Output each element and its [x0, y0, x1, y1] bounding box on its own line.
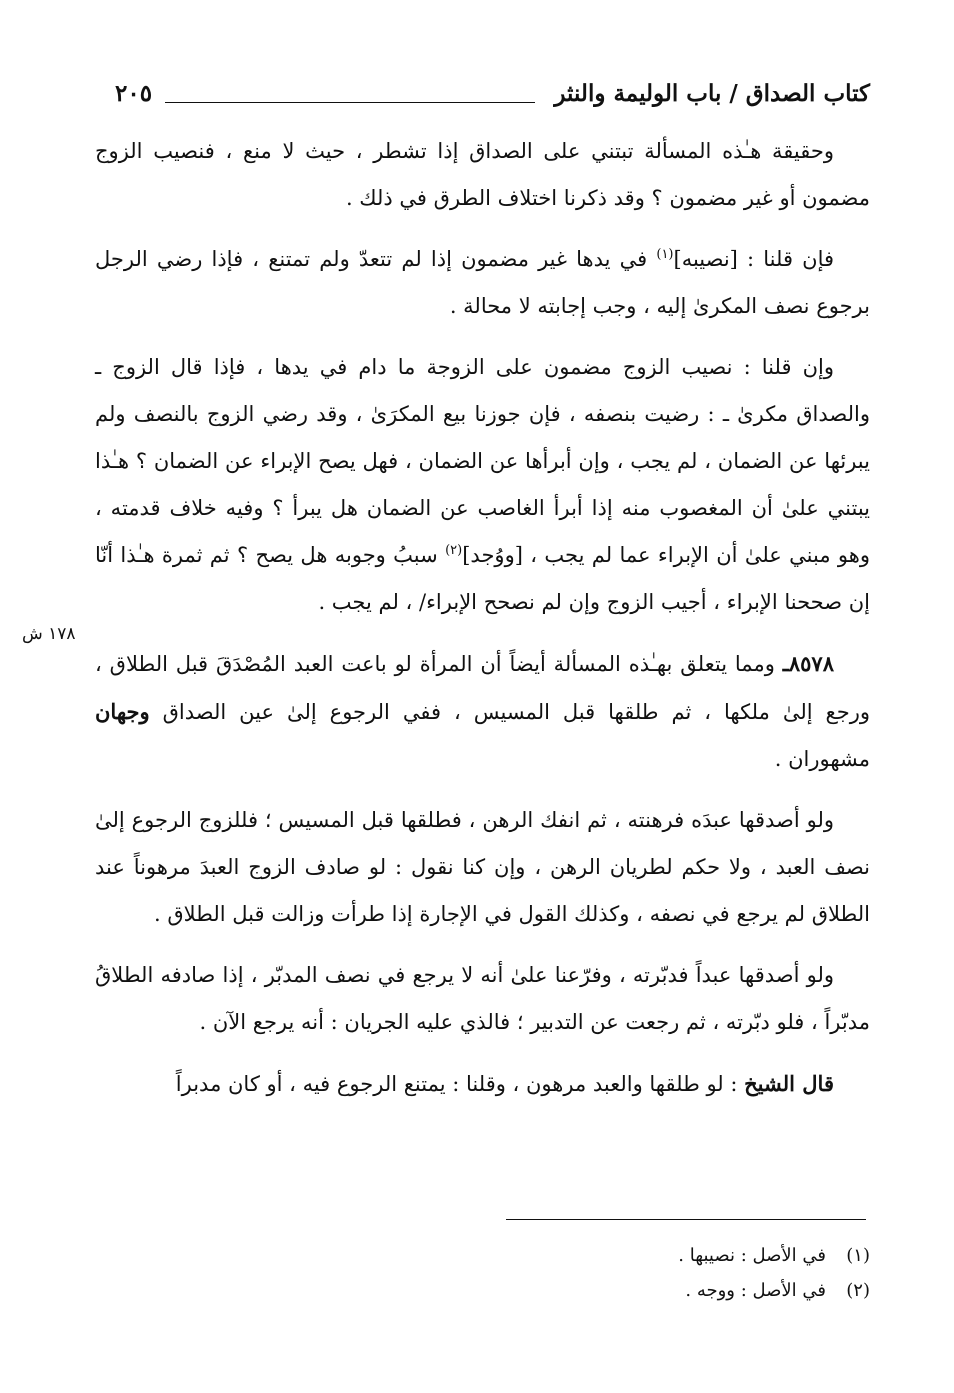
- paragraph-2-text-a: فإن قلنا : [نصيبه]: [673, 247, 835, 271]
- page-number: ٢٠٥: [115, 80, 153, 107]
- paragraph-4-bold: وجهان: [95, 699, 150, 724]
- footnotes: [370, 1238, 870, 1308]
- issue-number: ٨٥٧٨ـ: [782, 651, 834, 676]
- paragraph-7-bold: قال الشيخ: [744, 1071, 834, 1096]
- footnote-ref-2: (٢): [445, 543, 463, 558]
- footnote-2: [370, 1273, 870, 1308]
- paragraph-3: [95, 344, 870, 626]
- paragraph-1-text: وحقيقة هـٰذه المسألة تبتني على الصداق إذا تشطر ، حيث لا منع ، فنصيب الزوج مضمون أو غير مضمون ؟ وقد ذكرنا اختلاف الطرق في ذلك .: [95, 139, 870, 210]
- paragraph-7: [95, 1060, 870, 1108]
- paragraph-4-text-b: مشهوران .: [774, 747, 870, 771]
- paragraph-5-text: ولو أصدقها عبدَه فرهنته ، ثم انفك الرهن ، فطلقها قبل المسيس ؛ فللزوج الرجوع إلىٰ نصف العبد ، ولا حكم لطريان الرهن ، وإن كنا نقول : لو صادف الزوج العبدَ مرهوناً عند الطلاق لم يرجع في نصفه ، وكذلك القول في الإجارة إذا طرأت وزالت قبل الطلاق .: [95, 808, 870, 926]
- header-rule: [165, 102, 535, 103]
- footnote-ref-1: (١): [656, 247, 674, 262]
- paragraph-4-text-a: ومما يتعلق بهـٰذه المسألة أيضاً أن المرأة لو باعت العبد المُصْدَقَ قبل الطلاق ، ورجع إلىٰ ملكها ، ثم طلقها قبل المسيس ، ففي الرجوع إلىٰ عين الصداق: [95, 652, 870, 724]
- footnote-1-number: (١): [846, 1245, 870, 1266]
- paragraph-3-text-b: سببُ وجوبه هل يصح ؟ ثم ثمرة هـٰذا أنّا إن صححنا الإبراء ، أجيب الزوج وإن لم نصحح الإبراء/ ، لم يجب .: [95, 543, 870, 614]
- footnote-rule: [506, 1219, 866, 1220]
- paragraph-2: [95, 236, 870, 330]
- margin-folio-note: ١٧٨ ش: [22, 624, 76, 644]
- paragraph-4: [95, 640, 870, 783]
- paragraph-7-text: : لو طلقها والعبد مرهون ، وقلنا : يمتنع الرجوع فيه ، أو كان مدبراً: [175, 1072, 745, 1096]
- running-title: كتاب الصداق / باب الوليمة والنثر: [554, 80, 870, 107]
- footnote-1-text: في الأصل : نصيبها .: [678, 1245, 826, 1266]
- body-text: [95, 128, 870, 1122]
- footnote-1: [370, 1238, 870, 1273]
- footnote-2-number: (٢): [846, 1280, 870, 1301]
- paragraph-2-text-b: في يدها غير مضمون إذا لم تتعدّ ولم تمتنع ، فإذا رضي الرجل برجوع نصف المكرىٰ إليه ، وجب إجابته لا محالة .: [95, 247, 870, 318]
- paragraph-1: [95, 128, 870, 222]
- paragraph-5: [95, 797, 870, 938]
- paragraph-3-text-a: وإن قلنا : نصيب الزوج مضمون على الزوجة ما دام في يدها ، فإذا قال الزوج ـ والصداق مكرىٰ ـ : رضيت بنصفه ، فإن جوزنا بيع المكرَىٰ ، وقد رضي الزوج بالنصف ولم يبرئها عن الضمان ، لم يجب ، وإن أبرأها عن الضمان ، فهل يصح الإبراء عن الضمان ؟ هـٰذا يبتني علىٰ أن المغصوب منه إذا أبرأ الغاصب عن الضمان هل يبرأ ؟ وفيه خلاف قدمته ، وهو مبني علىٰ أن الإبراء عما لم يجب ، [ووُجد]: [95, 355, 870, 567]
- footnote-2-text: في الأصل : ووجه .: [685, 1280, 826, 1301]
- paragraph-6-text: ولو أصدقها عبداً فدبّرته ، وفرّعنا علىٰ أنه لا يرجع في نصف المدبّر ، إذا صادفه الطلاقُ مدبّراً ، فلو دبّرته ، ثم رجعت عن التدبير ؛ فالذي عليه الجريان : أنه يرجع الآن .: [95, 963, 870, 1034]
- page-header: [95, 80, 870, 116]
- paragraph-6: [95, 952, 870, 1046]
